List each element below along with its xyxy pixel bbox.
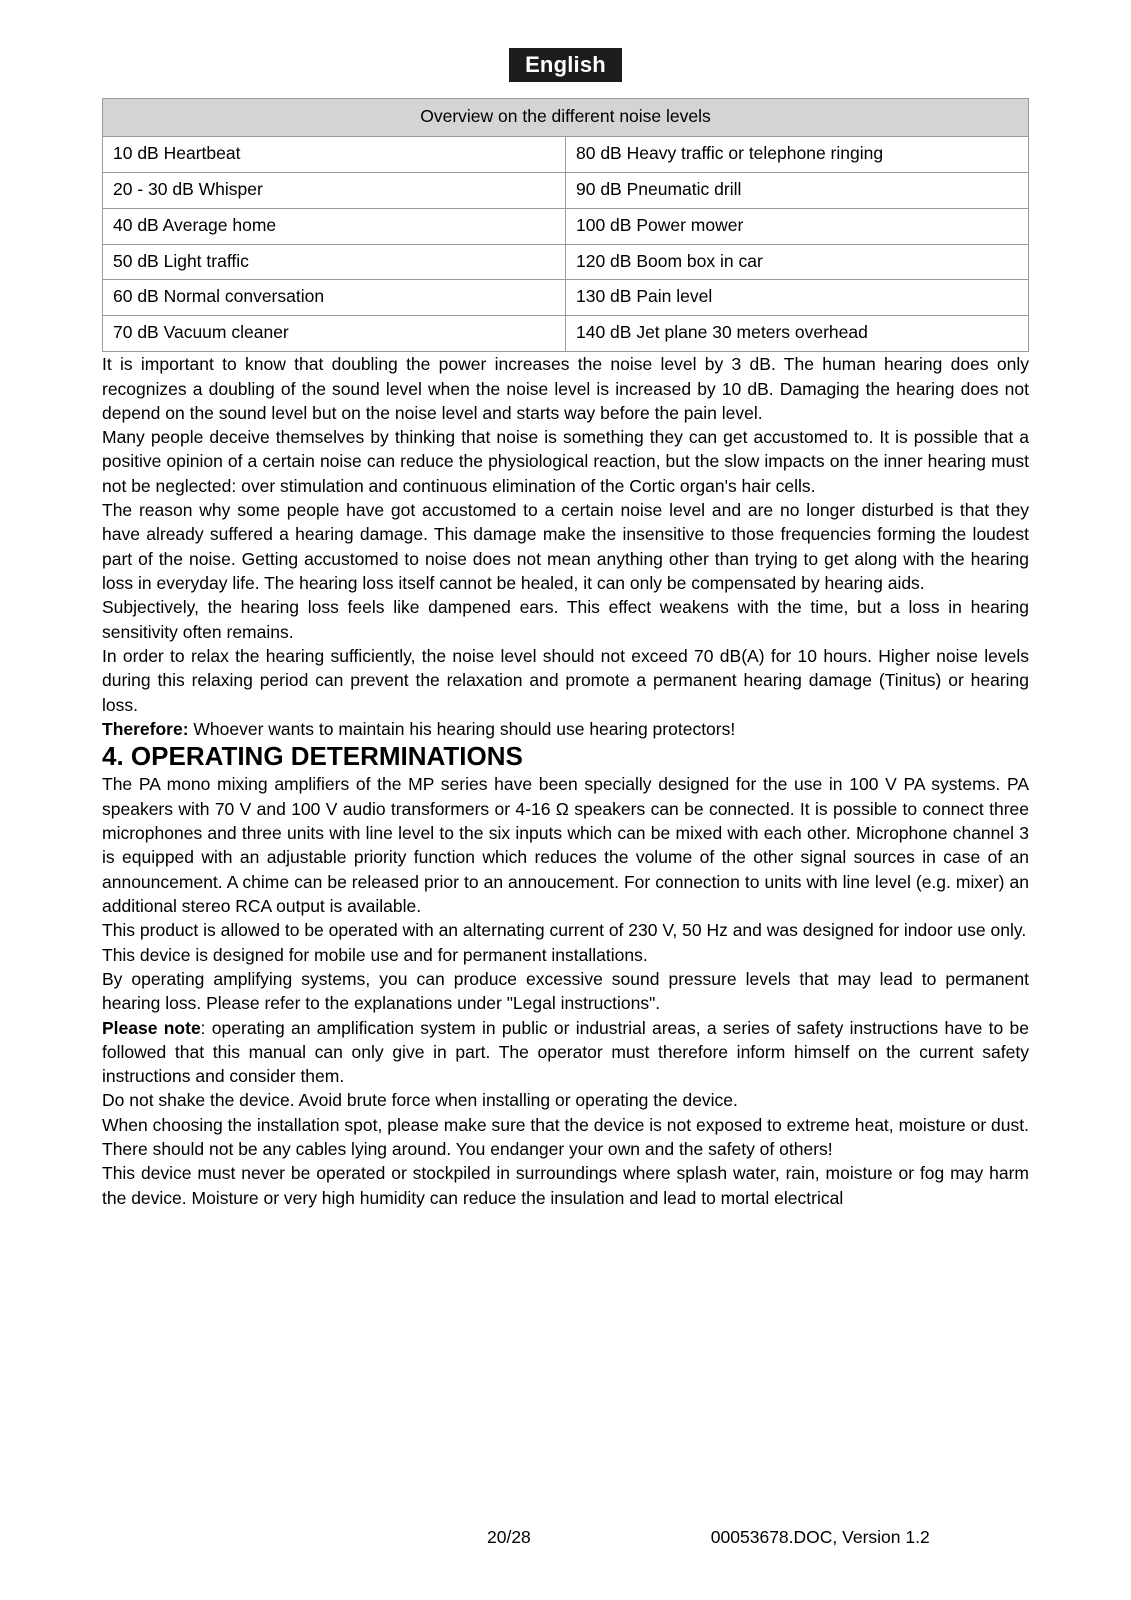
table-cell-right: 120 dB Boom box in car <box>566 244 1029 280</box>
footer-page-number: 20/28 <box>487 1527 531 1547</box>
table-cell-left: 20 - 30 dB Whisper <box>103 172 566 208</box>
table-cell-left: 40 dB Average home <box>103 208 566 244</box>
paragraph-relax-hearing: In order to relax the hearing sufficiently, the noise level should not exceed 70 dB(A) for 10 hours. Higher noise levels during this relaxing period can prevent the relaxation and promote a permanent hearing damage (Tinitus) or hearing loss. <box>102 645 1029 715</box>
paragraph-mobile-use: This device is designed for mobile use and for permanent installations. <box>102 944 648 965</box>
noise-levels-table <box>102 98 1029 352</box>
footer-document-id: 00053678.DOC, Version 1.2 <box>710 1527 930 1547</box>
page-title: 4. OPERATING DETERMINATIONS <box>102 741 523 772</box>
paragraph-do-not-shake: Do not shake the device. Avoid brute force when installing or operating the device. <box>102 1090 738 1111</box>
paragraph-deceive-themselves: Many people deceive themselves by thinking that noise is something they can get accustomed to. It is possible that a positive opinion of a certain noise can reduce the physiological reaction, but the slow impacts on the inner hearing must not be neglected: over stimulation and continuous elimination of the Cortic organ's hair cells. <box>102 427 1029 496</box>
paragraph-noise-doubling: It is important to know that doubling the power increases the noise level by 3 dB. The human hearing does only recognizes a doubling of the sound level when the noise level is increased by 10 dB. Damaging the hearing does not depend on the sound level but on the noise level and starts way before the pain level. <box>102 354 1029 423</box>
table-row <box>103 316 1029 352</box>
table-cell-right: 140 dB Jet plane 30 meters overhead <box>566 316 1029 352</box>
page-footer <box>102 1527 1029 1548</box>
paragraph-sound-pressure: By operating amplifying systems, you can produce excessive sound pressure levels that may lead to permanent hearing loss. Please refer to the explanations under "Legal instructions". <box>102 968 1029 1014</box>
paragraph-subjective-loss: Subjectively, the hearing loss feels like dampened ears. This effect weakens with the time, but a loss in hearing sensitivity often remains. <box>102 597 1029 642</box>
please-note-label: Please note <box>102 1017 201 1038</box>
table-cell-left: 50 dB Light traffic <box>103 244 566 280</box>
paragraph-please-note <box>102 1016 1029 1089</box>
table-row <box>103 280 1029 316</box>
language-banner: English <box>509 48 622 82</box>
table-row <box>103 244 1029 280</box>
therefore-label: Therefore: <box>102 718 189 739</box>
paragraph-installation-spot: When choosing the installation spot, please make sure that the device is not exposed to extreme heat, moisture or dust. There should not be any cables lying around. You endanger your own and the safety of others! <box>102 1114 1029 1160</box>
table-cell-right: 100 dB Power mower <box>566 208 1029 244</box>
table-row <box>103 208 1029 244</box>
table-cell-right: 80 dB Heavy traffic or telephone ringing <box>566 136 1029 172</box>
table-cell-left: 70 dB Vacuum cleaner <box>103 316 566 352</box>
language-banner-container <box>102 0 1029 82</box>
paragraph-accustomed-reason: The reason why some people have got accustomed to a certain noise level and are no longer disturbed is that they have already suffered a hearing damage. This damage make the insensitive to those frequencies forming the loudest part of the noise. Getting accustomed to noise does not mean anything other than trying to get along with the hearing loss in everyday life. The hearing loss itself cannot be healed, it can only be compensated by hearing aids. <box>102 500 1029 594</box>
noise-levels-table-body <box>103 136 1029 351</box>
table-cell-left: 60 dB Normal conversation <box>103 280 566 316</box>
table-row <box>103 136 1029 172</box>
table-cell-right: 130 dB Pain level <box>566 280 1029 316</box>
table-row <box>103 172 1029 208</box>
paragraph-therefore <box>102 717 1029 741</box>
table-cell-left: 10 dB Heartbeat <box>103 136 566 172</box>
paragraph-pa-mono-amplifiers: The PA mono mixing amplifiers of the MP series have been specially designed for the use in 100 V PA systems. PA speakers with 70 V and 100 V audio transformers or 4-16 Ω speakers can be connected. It is possible to connect three microphones and three units with line level to the six inputs which can be mixed with each other. Microphone channel 3 is equipped with an adjustable priority function which reduces the volume of the other signal sources in case of an announcement. A chime can be released prior to an annoucement. For connection to units with line level (e.g. mixer) an additional stereo RCA output is available. <box>102 774 1029 916</box>
paragraph-alternating-current: This product is allowed to be operated with an alternating current of 230 V, 50 Hz and was designed for indoor use only. <box>102 920 1027 941</box>
paragraph-splash-water: This device must never be operated or stockpiled in surroundings where splash water, rain, moisture or fog may harm the device. Moisture or very high humidity can reduce the insulation and lead to mortal electrical <box>102 1163 1029 1208</box>
table-header-row <box>103 99 1029 137</box>
therefore-text: Whoever wants to maintain his hearing should use hearing protectors! <box>188 718 736 739</box>
noise-levels-table-head <box>103 99 1029 137</box>
table-cell-right: 90 dB Pneumatic drill <box>566 172 1029 208</box>
noise-levels-table-title: Overview on the different noise levels <box>103 99 1029 137</box>
please-note-text: : operating an amplification system in public or industrial areas, a series of safety instructions have to be followed that this manual can only give in part. The operator must therefore inform himself on the current safety instructions and consider them. <box>102 1017 1029 1087</box>
